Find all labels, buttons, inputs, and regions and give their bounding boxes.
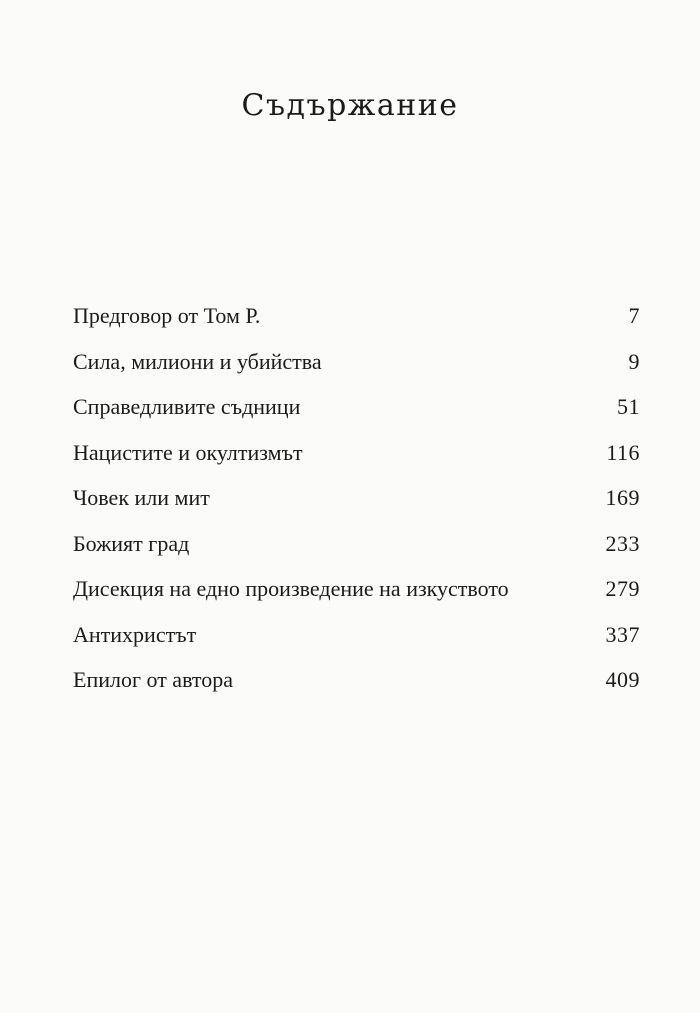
toc-entry [73,430,640,476]
toc-entry-title: Предговор от Том Р. [73,303,261,328]
table-of-contents [73,293,640,703]
toc-entry-title: Нацистите и окултизмът [73,439,303,465]
toc-entry [73,521,640,567]
toc-entry-title: Човек или мит [73,485,210,510]
toc-entry-page: 169 [605,485,640,510]
toc-entry-page: 9 [628,348,640,374]
toc-entry-title: Божият град [73,530,190,556]
toc-entry-title: Епилог от автора [73,667,234,692]
toc-entry-page: 337 [605,621,640,647]
toc-entry [73,339,640,385]
toc-entry-page: 279 [605,576,640,601]
toc-entry-title: Антихристът [73,621,197,647]
toc-entry-page: 7 [628,303,640,328]
toc-entry-page: 409 [605,667,640,692]
toc-entry-page: 233 [605,530,640,556]
toc-entry-title: Дисекция на едно произведение на изкуството [73,576,509,601]
toc-entry-page: 116 [606,439,640,465]
toc-entry [73,566,640,612]
toc-entry-page: 51 [617,394,640,419]
toc-entry [73,612,640,658]
toc-entry [73,384,640,430]
toc-entry [73,293,640,339]
toc-entry [73,475,640,521]
toc-entry [73,657,640,703]
toc-entry-title: Справедливите съдници [73,394,301,419]
toc-entry-title: Сила, милиони и убийства [73,348,322,374]
page-title: Съдържание [241,88,459,123]
